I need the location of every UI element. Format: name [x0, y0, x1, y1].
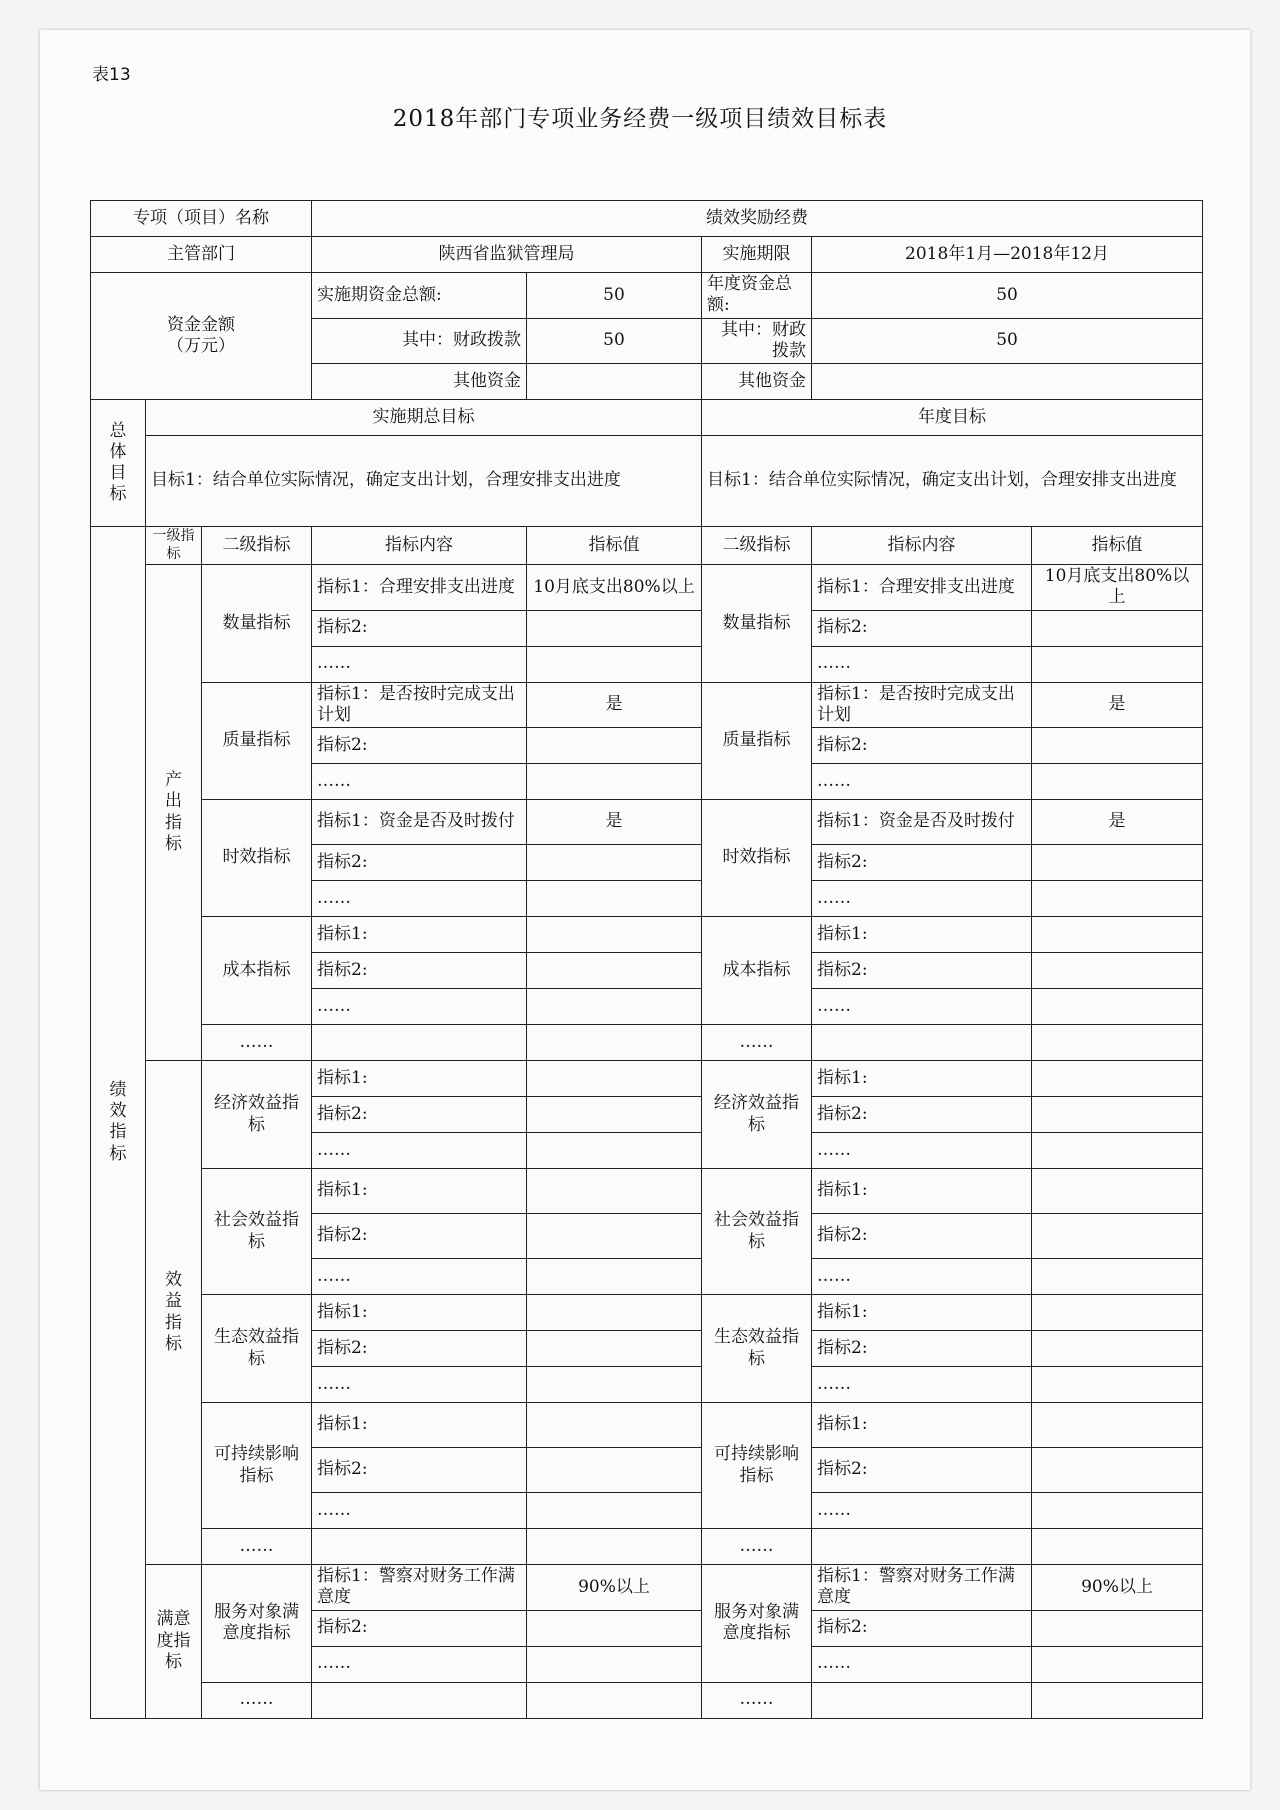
- indicator-value: [527, 1646, 702, 1682]
- annual-indicator-content: ……: [812, 989, 1032, 1025]
- document-title: 2018年部门专项业务经费一级项目绩效目标表: [392, 106, 888, 132]
- indicator-content: 指标1:: [312, 1169, 527, 1214]
- table-row: [91, 800, 1203, 845]
- indicator-content: 指标1：资金是否及时拨付: [312, 800, 527, 845]
- annual-indicator-content: 指标1:: [812, 1295, 1032, 1331]
- indicator-value: [527, 1493, 702, 1529]
- indicator-header-row: [91, 527, 1203, 565]
- annual-indicator-content: ……: [812, 881, 1032, 917]
- annual-indicator-value: [1032, 1448, 1203, 1493]
- quantity-indicator: 数量指标: [202, 565, 312, 683]
- annual-indicator-value: [1032, 1646, 1203, 1682]
- annual-level2-header: 二级指标: [702, 527, 812, 565]
- indicator-content: 指标1：合理安排支出进度: [312, 565, 527, 611]
- indicator-content: 指标2:: [312, 1214, 527, 1259]
- indicator-content: 指标1:: [312, 1295, 527, 1331]
- table-row: [91, 1169, 1203, 1214]
- indicator-content: ……: [312, 1133, 527, 1169]
- service-satisfaction-indicator: 服务对象满意度指标: [202, 1565, 312, 1683]
- department-value: 陕西省监狱管理局: [312, 237, 702, 273]
- economic-benefit-indicator: 经济效益指标: [202, 1061, 312, 1169]
- annual-fiscal-value: 50: [812, 318, 1203, 364]
- annual-output-more-indicator: ……: [702, 1025, 812, 1061]
- table-row: [91, 1025, 1203, 1061]
- annual-indicator-value: [1032, 917, 1203, 953]
- indicator-content: 指标2:: [312, 610, 527, 646]
- annual-fund-value: 50: [812, 273, 1203, 319]
- indicator-content: [312, 1025, 527, 1061]
- content-header: 指标内容: [312, 527, 527, 565]
- annual-indicator-content: 指标1:: [812, 1169, 1032, 1214]
- indicator-content: ……: [312, 646, 527, 682]
- annual-indicator-value: 10月底支出80%以上: [1032, 565, 1203, 611]
- indicator-content: ……: [312, 1259, 527, 1295]
- annual-indicator-content: ……: [812, 1646, 1032, 1682]
- annual-indicator-content: [812, 1025, 1032, 1061]
- total-fund-label: 实施期资金总额:: [312, 273, 527, 319]
- indicator-value: 是: [527, 682, 702, 728]
- annual-timeliness-indicator: 时效指标: [702, 800, 812, 917]
- indicator-content: 指标1:: [312, 917, 527, 953]
- annual-indicator-value: [1032, 1493, 1203, 1529]
- output-more-indicator: ……: [202, 1025, 312, 1061]
- annual-indicator-value: [1032, 881, 1203, 917]
- annual-quantity-indicator: 数量指标: [702, 565, 812, 683]
- annual-indicator-content: 指标2:: [812, 953, 1032, 989]
- performance-target-table: [90, 200, 1203, 1719]
- other-fund-label: 其他资金: [312, 364, 527, 400]
- indicator-content: ……: [312, 1646, 527, 1682]
- annual-fund-label: 年度资金总额:: [702, 273, 812, 319]
- indicator-content: 指标2:: [312, 1610, 527, 1646]
- period-value: 2018年1月—2018年12月: [812, 237, 1203, 273]
- annual-indicator-content: [812, 1529, 1032, 1565]
- indicator-value: [527, 1610, 702, 1646]
- social-benefit-indicator: 社会效益指标: [202, 1169, 312, 1295]
- project-name-value: 绩效奖励经费: [312, 201, 1203, 237]
- indicator-value: [527, 646, 702, 682]
- annual-indicator-value: [1032, 1295, 1203, 1331]
- indicator-value: [527, 1133, 702, 1169]
- indicator-value: [527, 1169, 702, 1214]
- value-header: 指标值: [527, 527, 702, 565]
- quality-indicator: 质量指标: [202, 682, 312, 800]
- annual-indicator-value: [1032, 610, 1203, 646]
- annual-service-satisfaction-indicator: 服务对象满意度指标: [702, 1565, 812, 1683]
- indicator-value: [527, 1367, 702, 1403]
- indicator-content: 指标2:: [312, 1097, 527, 1133]
- annual-indicator-value: [1032, 989, 1203, 1025]
- level2-header: 二级指标: [202, 527, 312, 565]
- indicator-value: [527, 764, 702, 800]
- annual-indicator-value: 90%以上: [1032, 1565, 1203, 1611]
- annual-value-header: 指标值: [1032, 527, 1203, 565]
- annual-indicator-value: [1032, 1403, 1203, 1448]
- annual-other-fund-label: 其他资金: [702, 364, 812, 400]
- annual-social-benefit-indicator: 社会效益指标: [702, 1169, 812, 1295]
- annual-indicator-content: 指标1：合理安排支出进度: [812, 565, 1032, 611]
- annual-content-header: 指标内容: [812, 527, 1032, 565]
- project-name-row: [91, 201, 1203, 237]
- annual-indicator-content: ……: [812, 1133, 1032, 1169]
- annual-indicator-content: 指标1:: [812, 917, 1032, 953]
- annual-indicator-content: 指标2:: [812, 1448, 1032, 1493]
- table-row: [91, 565, 1203, 611]
- table-row: [91, 1682, 1203, 1718]
- impl-goal-text: 目标1：结合单位实际情况，确定支出计划，合理安排支出进度: [146, 436, 702, 527]
- indicator-content: 指标1：警察对财务工作满意度: [312, 1565, 527, 1611]
- output-indicator-label: 产 出 指 标: [146, 565, 202, 1061]
- table-row: [91, 1061, 1203, 1097]
- annual-indicator-content: ……: [812, 646, 1032, 682]
- indicator-content: 指标2:: [312, 1448, 527, 1493]
- indicator-content: 指标2:: [312, 1331, 527, 1367]
- annual-indicator-content: 指标2:: [812, 845, 1032, 881]
- annual-indicator-value: [1032, 1133, 1203, 1169]
- annual-goal-text: 目标1：结合单位实际情况，确定支出计划，合理安排支出进度: [702, 436, 1203, 527]
- annual-economic-benefit-indicator: 经济效益指标: [702, 1061, 812, 1169]
- annual-indicator-content: 指标2:: [812, 1097, 1032, 1133]
- indicator-value: 是: [527, 800, 702, 845]
- table-row: [91, 917, 1203, 953]
- indicator-content: ……: [312, 764, 527, 800]
- level1-header: 一级指标: [146, 527, 202, 565]
- indicator-value: [527, 917, 702, 953]
- impl-goal-header: 实施期总目标: [146, 400, 702, 436]
- annual-fiscal-label: 其中：财政拨款: [702, 318, 812, 364]
- table-number-label: 表13: [92, 65, 131, 85]
- annual-indicator-value: [1032, 646, 1203, 682]
- satisfaction-more-indicator: ……: [202, 1682, 312, 1718]
- fund-amount-label: [91, 273, 312, 400]
- annual-indicator-content: 指标2:: [812, 1214, 1032, 1259]
- annual-indicator-value: [1032, 764, 1203, 800]
- annual-ecological-benefit-indicator: 生态效益指标: [702, 1295, 812, 1403]
- indicator-value: [527, 989, 702, 1025]
- cost-indicator: 成本指标: [202, 917, 312, 1025]
- annual-sustainable-impact-indicator: 可持续影响指标: [702, 1403, 812, 1529]
- annual-indicator-value: [1032, 953, 1203, 989]
- timeliness-indicator: 时效指标: [202, 800, 312, 917]
- other-fund-value: [527, 364, 702, 400]
- annual-indicator-content: 指标2:: [812, 1610, 1032, 1646]
- annual-indicator-value: [1032, 1682, 1203, 1718]
- annual-indicator-value: [1032, 845, 1203, 881]
- annual-indicator-value: [1032, 1367, 1203, 1403]
- table-row: [91, 1295, 1203, 1331]
- indicator-value: [527, 1529, 702, 1565]
- indicator-value: [527, 728, 702, 764]
- indicator-value: [527, 1214, 702, 1259]
- benefit-more-indicator: ……: [202, 1529, 312, 1565]
- indicator-content: [312, 1529, 527, 1565]
- satisfaction-indicator-label: 满意 度指 标: [146, 1565, 202, 1719]
- period-label: 实施期限: [702, 237, 812, 273]
- annual-indicator-content: 指标1：是否按时完成支出计划: [812, 682, 1032, 728]
- annual-indicator-value: [1032, 1610, 1203, 1646]
- indicator-value: [527, 1403, 702, 1448]
- annual-indicator-content: 指标1：资金是否及时拨付: [812, 800, 1032, 845]
- annual-indicator-value: [1032, 1529, 1203, 1565]
- annual-indicator-value: [1032, 1214, 1203, 1259]
- total-fund-value: 50: [527, 273, 702, 319]
- annual-goal-header: 年度目标: [702, 400, 1203, 436]
- indicator-content: 指标1:: [312, 1061, 527, 1097]
- indicator-value: [527, 1448, 702, 1493]
- department-row: [91, 237, 1203, 273]
- indicator-value: [527, 1295, 702, 1331]
- goals-header-row: [91, 400, 1203, 436]
- fund-label-line2: （万元）: [167, 336, 235, 356]
- annual-indicator-value: 是: [1032, 682, 1203, 728]
- indicator-content: 指标1:: [312, 1403, 527, 1448]
- indicator-value: [527, 1331, 702, 1367]
- annual-indicator-content: 指标2:: [812, 728, 1032, 764]
- project-name-label: 专项（项目）名称: [91, 201, 312, 237]
- annual-other-fund-value: [812, 364, 1203, 400]
- sustainable-impact-indicator: 可持续影响指标: [202, 1403, 312, 1529]
- annual-indicator-content: ……: [812, 1493, 1032, 1529]
- benefit-indicator-label: 效 益 指 标: [146, 1061, 202, 1565]
- indicator-value: [527, 845, 702, 881]
- annual-indicator-content: 指标1:: [812, 1403, 1032, 1448]
- indicator-value: [527, 610, 702, 646]
- indicator-value: 90%以上: [527, 1565, 702, 1611]
- annual-indicator-value: 是: [1032, 800, 1203, 845]
- annual-cost-indicator: 成本指标: [702, 917, 812, 1025]
- performance-indicator-label: 绩 效 指 标: [91, 527, 146, 1719]
- indicator-content: 指标1：是否按时完成支出计划: [312, 682, 527, 728]
- annual-indicator-content: ……: [812, 1259, 1032, 1295]
- indicator-value: 10月底支出80%以上: [527, 565, 702, 611]
- annual-indicator-content: 指标1:: [812, 1061, 1032, 1097]
- fund-label-line1: 资金金额: [167, 314, 235, 335]
- indicator-content: [312, 1682, 527, 1718]
- annual-quality-indicator: 质量指标: [702, 682, 812, 800]
- indicator-content: 指标2:: [312, 845, 527, 881]
- annual-indicator-value: [1032, 1061, 1203, 1097]
- annual-indicator-value: [1032, 1259, 1203, 1295]
- department-label: 主管部门: [91, 237, 312, 273]
- fiscal-value: 50: [527, 318, 702, 364]
- table-row: [91, 682, 1203, 728]
- indicator-value: [527, 1025, 702, 1061]
- indicator-content: ……: [312, 989, 527, 1025]
- annual-indicator-content: ……: [812, 764, 1032, 800]
- fiscal-label: 其中：财政拨款: [312, 318, 527, 364]
- table-row: [91, 1403, 1203, 1448]
- indicator-value: [527, 1259, 702, 1295]
- fund-total-row: [91, 273, 1203, 319]
- annual-indicator-content: 指标1：警察对财务工作满意度: [812, 1565, 1032, 1611]
- table-row: [91, 1565, 1203, 1611]
- annual-satisfaction-more-indicator: ……: [702, 1682, 812, 1718]
- annual-indicator-value: [1032, 1169, 1203, 1214]
- indicator-value: [527, 1682, 702, 1718]
- indicator-value: [527, 1097, 702, 1133]
- annual-indicator-content: 指标2:: [812, 1331, 1032, 1367]
- annual-indicator-content: 指标2:: [812, 610, 1032, 646]
- indicator-content: 指标2:: [312, 953, 527, 989]
- ecological-benefit-indicator: 生态效益指标: [202, 1295, 312, 1403]
- indicator-value: [527, 881, 702, 917]
- indicator-content: ……: [312, 881, 527, 917]
- annual-indicator-value: [1032, 1025, 1203, 1061]
- indicator-value: [527, 1061, 702, 1097]
- indicator-content: 指标2:: [312, 728, 527, 764]
- indicator-content: ……: [312, 1493, 527, 1529]
- annual-indicator-content: ……: [812, 1367, 1032, 1403]
- goals-text-row: [91, 436, 1203, 527]
- table-row: [91, 1529, 1203, 1565]
- indicator-content: ……: [312, 1367, 527, 1403]
- annual-benefit-more-indicator: ……: [702, 1529, 812, 1565]
- annual-indicator-value: [1032, 728, 1203, 764]
- annual-indicator-value: [1032, 1097, 1203, 1133]
- annual-indicator-content: [812, 1682, 1032, 1718]
- indicator-value: [527, 953, 702, 989]
- overall-goal-label: 总 体 目 标: [91, 400, 146, 527]
- annual-indicator-value: [1032, 1331, 1203, 1367]
